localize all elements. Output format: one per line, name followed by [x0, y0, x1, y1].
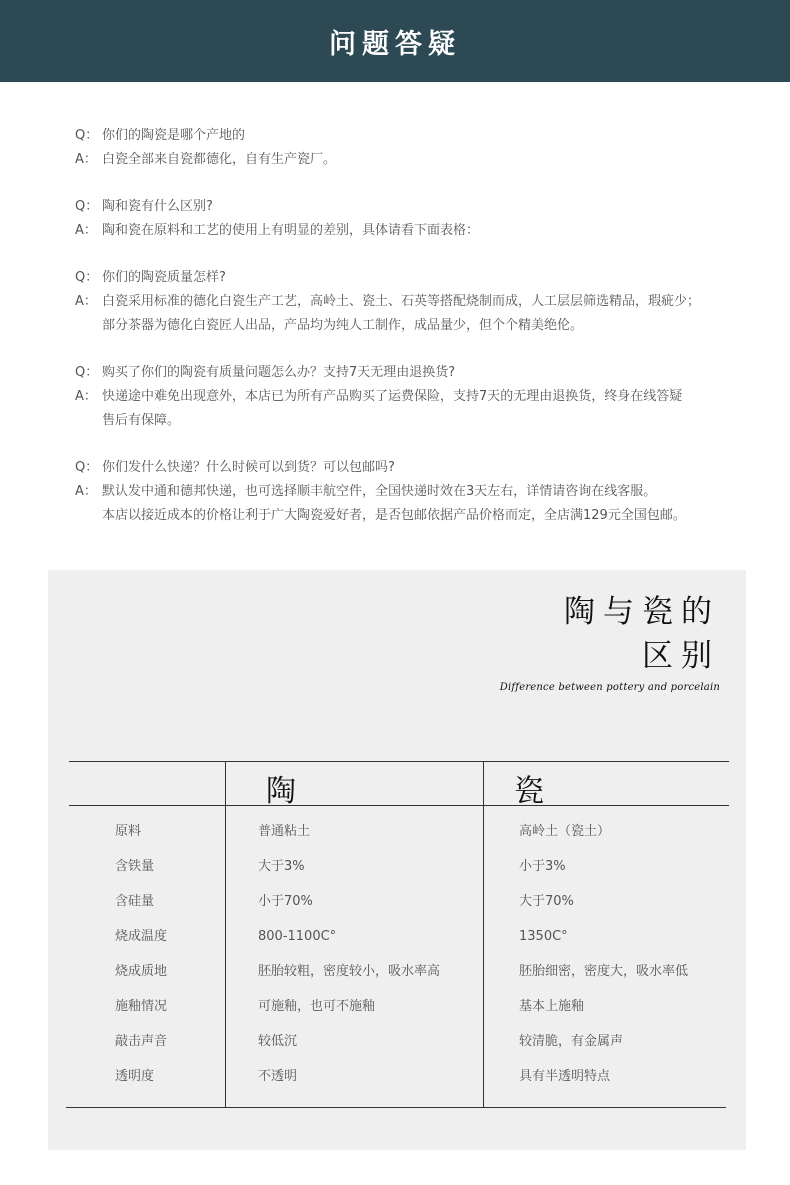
row-attribute: 敲击声音: [115, 1034, 168, 1049]
faq-answer: [75, 504, 745, 528]
row-porcelain-value: 大于70%: [519, 894, 574, 909]
answer-text: 售后有保障。: [102, 413, 181, 428]
row-porcelain-value: 1350C°: [519, 929, 568, 944]
faq-answer: [75, 480, 745, 504]
question-prefix: Q：: [75, 460, 99, 475]
answer-prefix: [75, 314, 102, 338]
faq-item: [75, 361, 745, 433]
faq-question: [75, 195, 745, 219]
table-row: [48, 1031, 746, 1066]
comparison-panel: [48, 570, 746, 1150]
faq-item: [75, 124, 745, 172]
answer-text: 白瓷采用标准的德化白瓷生产工艺，高岭土、瓷土、石英等搭配烧制而成，人工层层筛选精品，瑕疵少；: [102, 294, 701, 309]
row-attribute: 原料: [115, 824, 142, 839]
row-attribute: 施釉情况: [115, 999, 168, 1014]
question-prefix: Q：: [75, 199, 99, 214]
answer-text: 部分茶器为德化白瓷匠人出品，产品均为纯人工制作，成品量少，但个个精美绝伦。: [102, 318, 584, 333]
answer-text: 白瓷全部来自瓷都德化，自有生产瓷厂。: [102, 152, 337, 167]
faq-question: [75, 266, 745, 290]
question-text: 你们发什么快递？什么时候可以到货？可以包邮吗?: [102, 460, 395, 475]
answer-prefix: A：: [75, 152, 97, 167]
faq-item: [75, 266, 745, 338]
column-header-pottery: 陶: [266, 774, 296, 809]
banner: [0, 0, 790, 82]
column-header-porcelain: 瓷: [514, 774, 544, 809]
question-text: 陶和瓷有什么区别?: [102, 199, 213, 214]
row-pottery-value: 胚胎较粗，密度较小，吸水率高: [258, 964, 441, 979]
faq-question: [75, 124, 745, 148]
row-pottery-value: 不透明: [258, 1069, 298, 1084]
banner-title: 问题答疑: [329, 28, 461, 60]
comparison-title: [500, 590, 720, 693]
row-pottery-value: 可施釉，也可不施釉: [258, 999, 376, 1014]
comparison-title-line2: 区别: [642, 638, 720, 674]
table-row: [48, 961, 746, 996]
comparison-title-line1: 陶与瓷的: [564, 594, 720, 630]
row-porcelain-value: 具有半透明特点: [519, 1069, 611, 1084]
table-row: [48, 856, 746, 891]
answer-text: 默认发中通和德邦快递，也可选择顺丰航空件，全国快递时效在3天左右，详情请咨询在线客服。: [102, 484, 657, 499]
answer-prefix: [75, 504, 102, 528]
faq-item: [75, 456, 745, 528]
faq-item: [75, 195, 745, 243]
answer-text: 快递途中难免出现意外，本店已为所有产品购买了运费保险，支持7天的无理由退换货，终身在线答疑: [102, 389, 683, 404]
faq-answer: [75, 385, 745, 409]
table-row: [48, 926, 746, 961]
faq-answer: [75, 148, 745, 172]
answer-prefix: A：: [75, 223, 97, 238]
question-prefix: Q：: [75, 270, 99, 285]
row-pottery-value: 较低沉: [258, 1034, 298, 1049]
row-pottery-value: 小于70%: [258, 894, 313, 909]
row-attribute: 烧成温度: [115, 929, 168, 944]
question-text: 购买了你们的陶瓷有质量问题怎么办？支持7天无理由退换货?: [102, 365, 456, 380]
row-pottery-value: 大于3%: [258, 859, 305, 874]
comparison-subtitle: Difference between pottery and porcelain: [499, 682, 720, 693]
faq-answer: [75, 409, 745, 433]
faq-list: [75, 124, 745, 551]
question-text: 你们的陶瓷质量怎样?: [102, 270, 226, 285]
question-prefix: Q：: [75, 365, 99, 380]
question-text: 你们的陶瓷是哪个产地的: [102, 128, 246, 143]
table-row: [48, 821, 746, 856]
faq-answer: [75, 219, 745, 243]
table-top-rule: [69, 761, 729, 762]
faq-answer: [75, 314, 745, 338]
answer-prefix: A：: [75, 389, 97, 404]
row-porcelain-value: 较清脆，有金属声: [519, 1034, 624, 1049]
table-header-rule: [69, 805, 729, 806]
faq-answer: [75, 290, 745, 314]
row-porcelain-value: 小于3%: [519, 859, 566, 874]
table-row: [48, 996, 746, 1031]
answer-prefix: A：: [75, 484, 97, 499]
table-row: [48, 1066, 746, 1101]
faq-question: [75, 361, 745, 385]
row-porcelain-value: 基本上施釉: [519, 999, 585, 1014]
row-attribute: 含硅量: [115, 894, 155, 909]
question-prefix: Q：: [75, 128, 99, 143]
answer-prefix: A：: [75, 294, 97, 309]
answer-prefix: [75, 409, 102, 433]
row-attribute: 烧成质地: [115, 964, 168, 979]
table-row: [48, 891, 746, 926]
row-attribute: 含铁量: [115, 859, 155, 874]
row-porcelain-value: 胚胎细密，密度大，吸水率低: [519, 964, 689, 979]
row-pottery-value: 普通粘土: [258, 824, 311, 839]
row-pottery-value: 800-1100C°: [258, 929, 337, 944]
faq-question: [75, 456, 745, 480]
answer-text: 本店以接近成本的价格让利于广大陶瓷爱好者，是否包邮依据产品价格而定，全店满129元全国包邮。: [102, 508, 686, 523]
table-bottom-rule: [66, 1107, 726, 1108]
row-porcelain-value: 高岭土（瓷土）: [519, 824, 611, 839]
answer-text: 陶和瓷在原料和工艺的使用上有明显的差别，具体请看下面表格：: [102, 223, 480, 238]
row-attribute: 透明度: [115, 1069, 155, 1084]
